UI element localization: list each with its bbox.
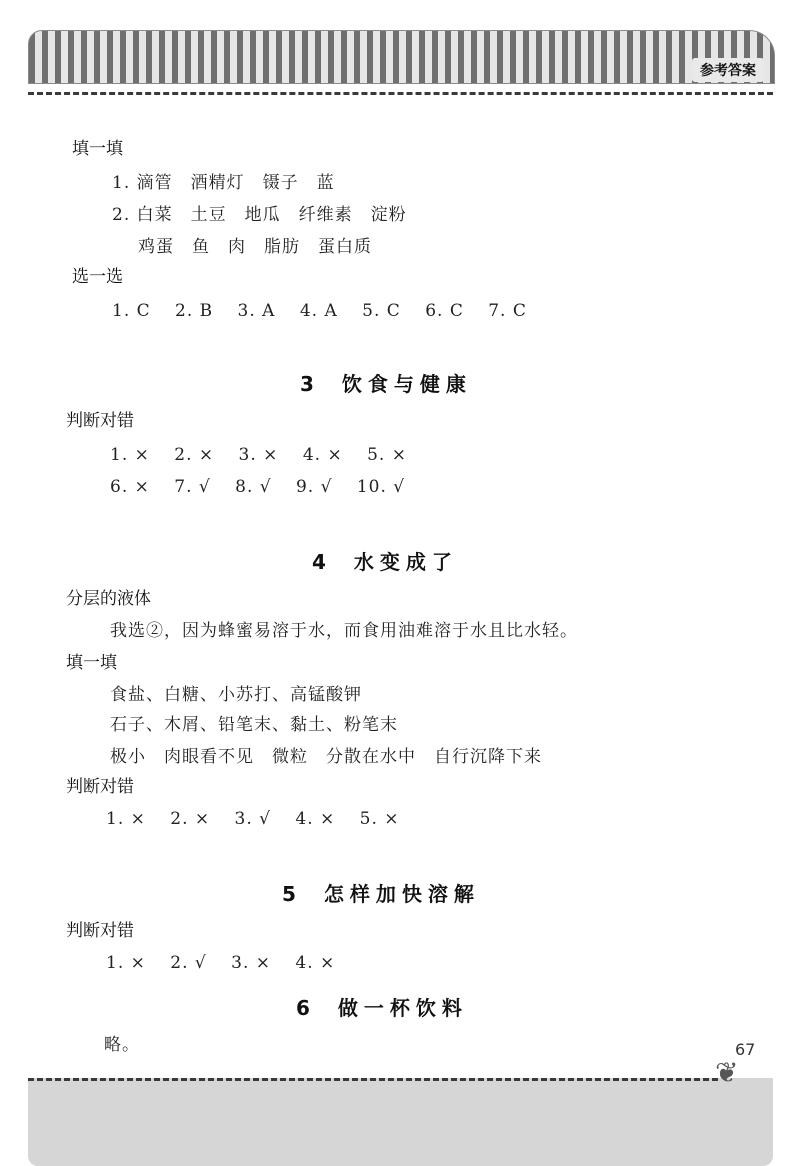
header-divider bbox=[28, 92, 773, 95]
section-number: 4 bbox=[312, 550, 326, 574]
section-title: 饮食与健康 bbox=[341, 372, 472, 396]
header-band bbox=[28, 30, 775, 84]
judge-line-1: 1. × 2. × 3. × 4. × 5. × bbox=[110, 445, 407, 465]
layer-label: 分层的液体 bbox=[66, 589, 151, 609]
leaf-icon: ❦ bbox=[715, 1056, 739, 1089]
layer-answer: 我选②，因为蜂蜜易溶于水，而食用油难溶于水且比水轻。 bbox=[110, 621, 578, 641]
page-number: 67 bbox=[735, 1040, 756, 1059]
section-title: 做一杯饮料 bbox=[337, 996, 468, 1020]
fill-line-3: 鸡蛋 鱼 肉 脂肪 蛋白质 bbox=[138, 237, 372, 257]
judge-line-s5: 1. × 2. √ 3. × 4. × bbox=[106, 953, 336, 973]
section-5-heading bbox=[282, 878, 480, 907]
section-3-heading bbox=[300, 368, 472, 397]
judge-label-s4: 判断对错 bbox=[66, 777, 134, 797]
fill-label-s4: 填一填 bbox=[66, 653, 117, 673]
section-6-answer: 略。 bbox=[104, 1035, 140, 1055]
judge-line-s4: 1. × 2. × 3. √ 4. × 5. × bbox=[106, 809, 400, 829]
fill-line-2: 2. 白菜 土豆 地瓜 纤维素 淀粉 bbox=[112, 205, 407, 225]
section-title: 水变成了 bbox=[353, 550, 458, 574]
fill-line-s4-1: 食盐、白糖、小苏打、高锰酸钾 bbox=[110, 685, 362, 705]
section-number: 5 bbox=[282, 882, 296, 906]
section-title: 怎样加快溶解 bbox=[323, 882, 480, 906]
footer-divider bbox=[28, 1078, 718, 1081]
section-6-heading bbox=[296, 992, 468, 1021]
header-tag: 参考答案 bbox=[692, 58, 764, 82]
section-number: 3 bbox=[300, 372, 314, 396]
fill-line-s4-2: 石子、木屑、铅笔末、黏土、粉笔末 bbox=[110, 715, 398, 735]
judge-label-s5: 判断对错 bbox=[66, 921, 134, 941]
section-number: 6 bbox=[296, 996, 310, 1020]
judge-line-2: 6. × 7. √ 8. √ 9. √ 10. √ bbox=[110, 477, 406, 497]
choose-answers: 1. C 2. B 3. A 4. A 5. C 6. C 7. C bbox=[112, 301, 527, 321]
footer-band bbox=[28, 1078, 773, 1166]
section-4-heading bbox=[312, 546, 458, 575]
fill-label-s2: 填一填 bbox=[72, 139, 123, 159]
fill-line-s4-3: 极小 肉眼看不见 微粒 分散在水中 自行沉降下来 bbox=[110, 747, 542, 767]
judge-label-s3: 判断对错 bbox=[66, 411, 134, 431]
choose-label: 选一选 bbox=[72, 267, 123, 287]
fill-line-1: 1. 滴管 酒精灯 镊子 蓝 bbox=[112, 173, 335, 193]
